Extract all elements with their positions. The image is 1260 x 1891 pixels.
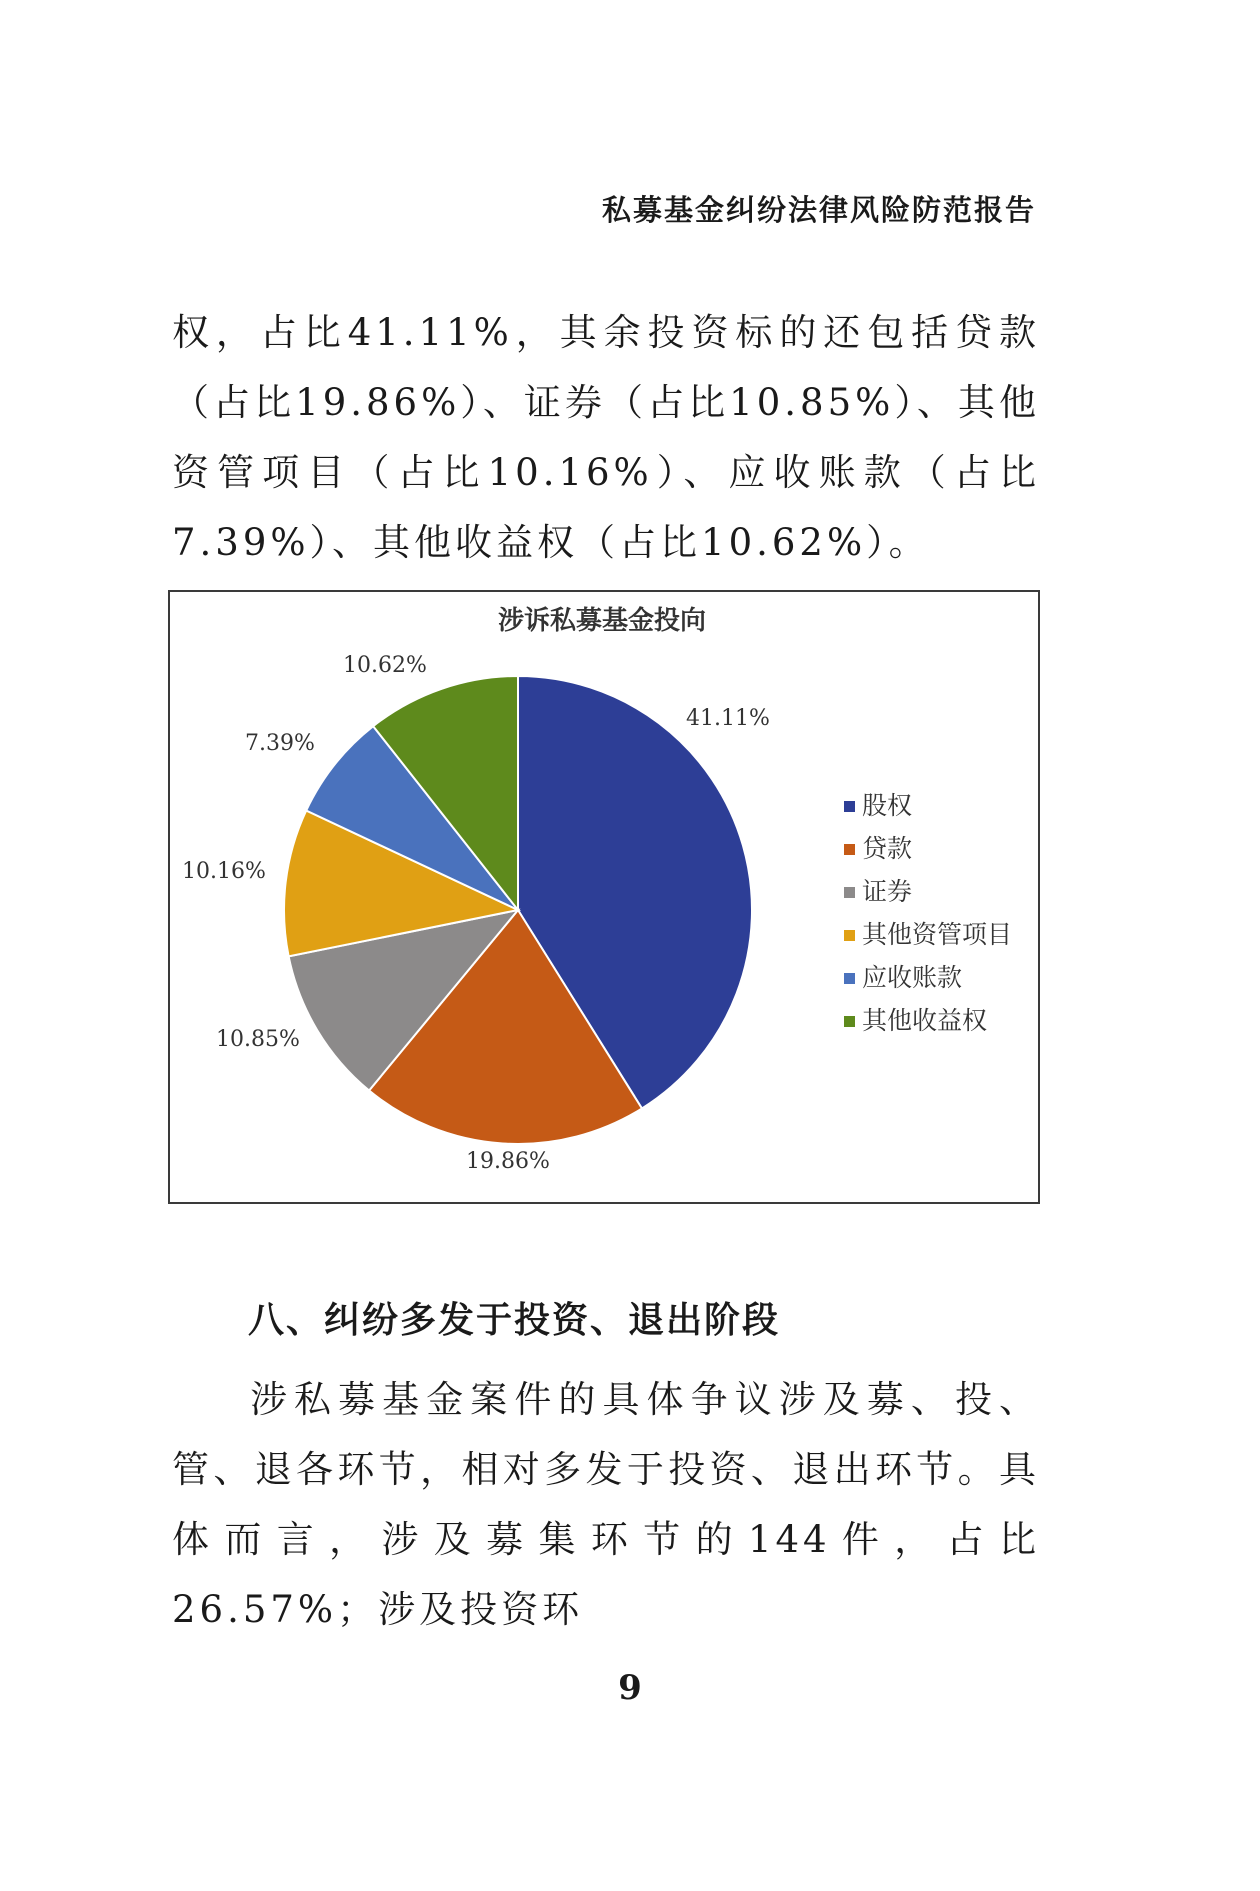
legend-label: 股权 <box>862 791 913 820</box>
pie-chart-svg <box>170 592 1038 1202</box>
body-paragraph: 权，占比41.11%，其余投资标的还包括贷款（占比19.86%）、证券（占比10.85%）、其他资管项目（占比10.16%）、应收账款（占比7.39%）、其他收益权（占比10.62%）。 <box>172 311 1040 564</box>
page-number: 9 <box>618 1668 642 1708</box>
legend-label: 应收账款 <box>862 963 963 992</box>
legend-swatch <box>844 844 855 855</box>
legend-swatch <box>844 801 855 812</box>
running-header: 私募基金纠纷法律风险防范报告 <box>601 193 1036 227</box>
data-label: 10.16% <box>182 859 266 884</box>
data-label: 19.86% <box>466 1149 550 1174</box>
chart-title: 涉诉私募基金投向 <box>497 606 707 636</box>
legend-swatch <box>844 973 855 984</box>
data-label: 10.85% <box>216 1027 300 1052</box>
legend-swatch <box>844 1016 855 1027</box>
legend-label: 贷款 <box>862 834 913 863</box>
section-heading: 八、纠纷多发于投资、退出阶段 <box>248 1300 781 1341</box>
body-paragraph-2: 涉私募基金案件的具体争议涉及募、投、管、退各环节，相对多发于投资、退出环节。具体而言，涉及募集环节的144件，占比26.57%；涉及投资环 <box>172 1378 1040 1631</box>
pie-chart <box>168 590 1040 1204</box>
legend-label: 其他收益权 <box>862 1006 988 1035</box>
legend-swatch <box>844 887 855 898</box>
data-label: 7.39% <box>245 731 315 756</box>
legend-label: 证券 <box>862 877 913 906</box>
data-label: 41.11% <box>686 706 770 731</box>
data-label: 10.62% <box>343 653 427 678</box>
legend-swatch <box>844 930 855 941</box>
legend-label: 其他资管项目 <box>862 920 1013 949</box>
